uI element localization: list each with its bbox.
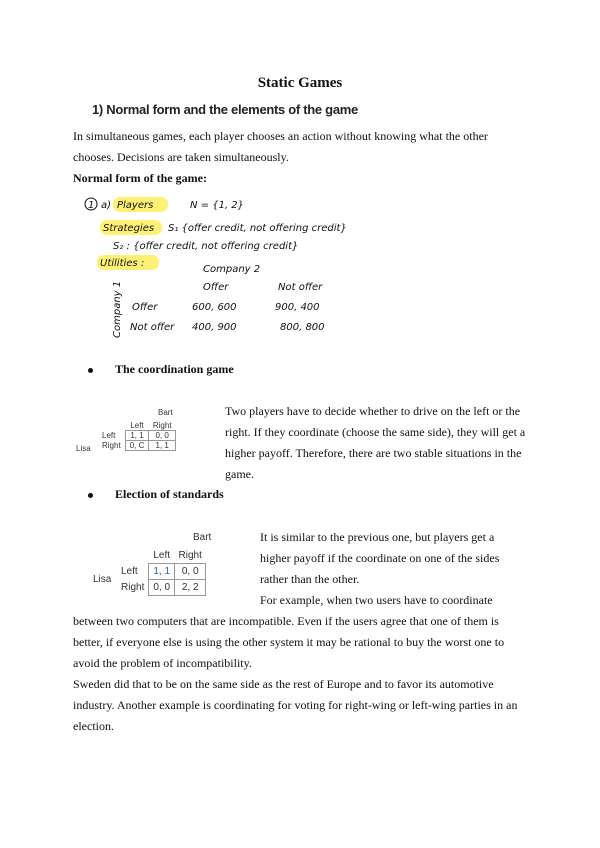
normal-form-heading: Normal form of the game: bbox=[73, 171, 207, 185]
hw-cell: 900, 400 bbox=[275, 302, 320, 313]
election-side-text bbox=[260, 527, 499, 611]
col-player: Bart bbox=[193, 532, 212, 543]
row-header: Right bbox=[102, 441, 121, 450]
hw-cell: 600, 600 bbox=[192, 302, 237, 313]
hw-utilities: Utilities : bbox=[100, 258, 145, 269]
cell: 0, 0 bbox=[149, 431, 176, 441]
election-full-text bbox=[73, 611, 517, 737]
text-line: industry. Another example is coordinating for voting for right-wing or left-wing parties in an bbox=[73, 698, 518, 712]
text-line: game. bbox=[225, 467, 254, 481]
cell: 1, 1 bbox=[149, 564, 175, 580]
text-line: chooses. Decisions are taken simultaneously. bbox=[73, 150, 289, 164]
section-heading: 1) Normal form and the elements of the game bbox=[92, 102, 358, 117]
text-line: Two players have to decide whether to drive on the left or the bbox=[225, 404, 521, 418]
row-player: Lisa bbox=[93, 574, 112, 585]
text-line: right. If they coordinate (choose the same side), they will get a bbox=[225, 425, 526, 439]
col-header: Right bbox=[152, 421, 172, 430]
row-header: Right bbox=[121, 582, 145, 593]
hw-row: Offer bbox=[132, 302, 158, 313]
cell: 1, 1 bbox=[125, 431, 149, 441]
text-line: In simultaneous games, each player chooses an action without knowing what the other bbox=[73, 129, 488, 143]
hw-col: Not offer bbox=[278, 282, 323, 293]
text-line: better, if everyone else is using the other system it may be rational to buy the worst one to bbox=[73, 635, 505, 649]
hw-s2: S₂ : {offer credit, not offering credit} bbox=[113, 241, 299, 252]
text-line: avoid the problem of incompatibility. bbox=[73, 656, 252, 670]
bullet-election bbox=[88, 487, 224, 502]
col-header: Left bbox=[153, 550, 171, 561]
text-line: For example, when two users have to coordinate bbox=[260, 593, 493, 607]
text-line: higher payoff if the coordinate on one of the sides bbox=[260, 551, 500, 565]
text-line: election. bbox=[73, 719, 114, 733]
cell: 1, 1 bbox=[149, 441, 176, 451]
hw-company2: Company 2 bbox=[203, 264, 261, 275]
coordination-text bbox=[225, 401, 525, 485]
bullet-text: Election of standards bbox=[115, 487, 224, 501]
text-line: It is similar to the previous one, but players get a bbox=[260, 530, 495, 544]
hw-col: Offer bbox=[203, 282, 229, 293]
bullet-coordination bbox=[88, 362, 234, 377]
hw-company1: Company 1 bbox=[112, 280, 123, 338]
hw-players: Players bbox=[117, 200, 154, 211]
text-line: between two computers that are incompatible. Even if the users agree that one of them is bbox=[73, 614, 499, 628]
cell: 0, 0 bbox=[175, 564, 206, 580]
text-line: rather than the other. bbox=[260, 572, 360, 586]
cell: 2, 2 bbox=[175, 580, 206, 596]
bullet-text: The coordination game bbox=[115, 362, 234, 376]
intro-paragraph bbox=[73, 126, 488, 168]
hw-cell: 800, 800 bbox=[280, 322, 325, 333]
row-player: Lisa bbox=[76, 444, 91, 453]
text-line: Sweden did that to be on the same side as the rest of Europe and to favor its automotive bbox=[73, 677, 494, 691]
hw-players-val: N = {1, 2} bbox=[190, 200, 245, 211]
col-header: Left bbox=[130, 421, 144, 430]
hw-row: Not offer bbox=[130, 322, 175, 333]
hw-a: a) bbox=[101, 200, 112, 211]
cell: 0, 0 bbox=[149, 580, 175, 596]
hw-s1: S₁ {offer credit, not offering credit} bbox=[168, 223, 347, 234]
col-header: Right bbox=[178, 550, 202, 561]
handwritten-notes bbox=[80, 190, 410, 340]
row-header: Left bbox=[102, 431, 116, 440]
hw-strategies: Strategies bbox=[103, 223, 155, 234]
row-header: Left bbox=[121, 566, 138, 577]
cell: 0, C bbox=[125, 441, 149, 451]
hw-cell: 400, 900 bbox=[192, 322, 237, 333]
page-title: Static Games bbox=[257, 75, 343, 91]
col-player: Bart bbox=[158, 408, 173, 417]
hw-num: 1 bbox=[88, 200, 95, 211]
text-line: higher payoff. Therefore, there are two stable situations in the bbox=[225, 446, 522, 460]
